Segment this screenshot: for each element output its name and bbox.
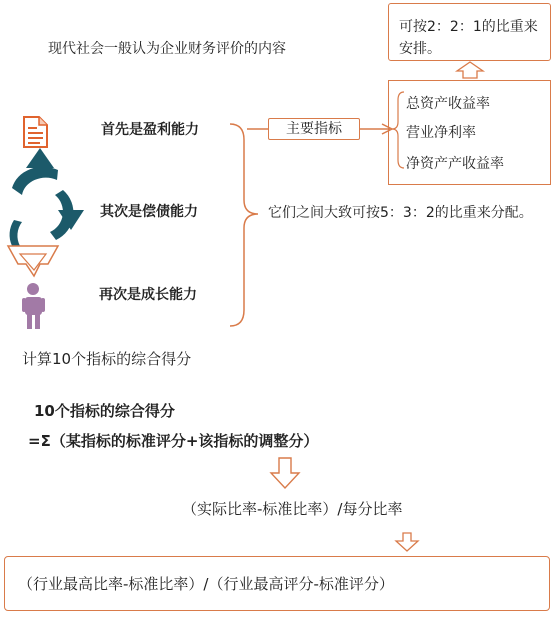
down-arrow-icon — [271, 458, 299, 488]
cycle-arrow-icon — [10, 148, 84, 246]
formula-line-2: =Σ（某指标的标准评分+该指标的调整分） — [28, 432, 319, 450]
ability-second: 其次是偿债能力 — [100, 204, 198, 220]
up-arrow-icon — [457, 62, 483, 78]
formula-line-1: 10个指标的综合得分 — [34, 402, 175, 420]
ability-third: 再次是成长能力 — [99, 287, 197, 303]
indicators-brace — [392, 92, 404, 168]
indicator-1: 总资产收益率 — [406, 96, 490, 112]
abilities-brace — [230, 124, 258, 326]
person-icon — [22, 283, 45, 329]
document-icon — [24, 117, 47, 147]
ability-first: 首先是盈利能力 — [101, 122, 199, 138]
formula-line-3: （实际比率-标准比率）/每分比率 — [182, 500, 403, 518]
distribution-note: 它们之间大致可按5：3：2的比重来分配。 — [268, 205, 533, 221]
intro-text: 现代社会一般认为企业财务评价的内容 — [48, 41, 286, 57]
down-arrow-icon-2 — [396, 533, 418, 551]
main-indicator-label: 主要指标 — [286, 121, 342, 137]
funnel-icon — [8, 246, 58, 276]
formula-line-4: （行业最高比率-标准比率）/（行业最高评分-标准评分） — [18, 575, 394, 593]
indicator-3: 净资产产收益率 — [406, 156, 504, 172]
ratio-note-text: 可按2：2：1的比重来安排。 — [399, 19, 538, 57]
calc-title: 计算10个指标的综合得分 — [22, 350, 192, 368]
indicator-2: 营业净利率 — [406, 125, 476, 141]
